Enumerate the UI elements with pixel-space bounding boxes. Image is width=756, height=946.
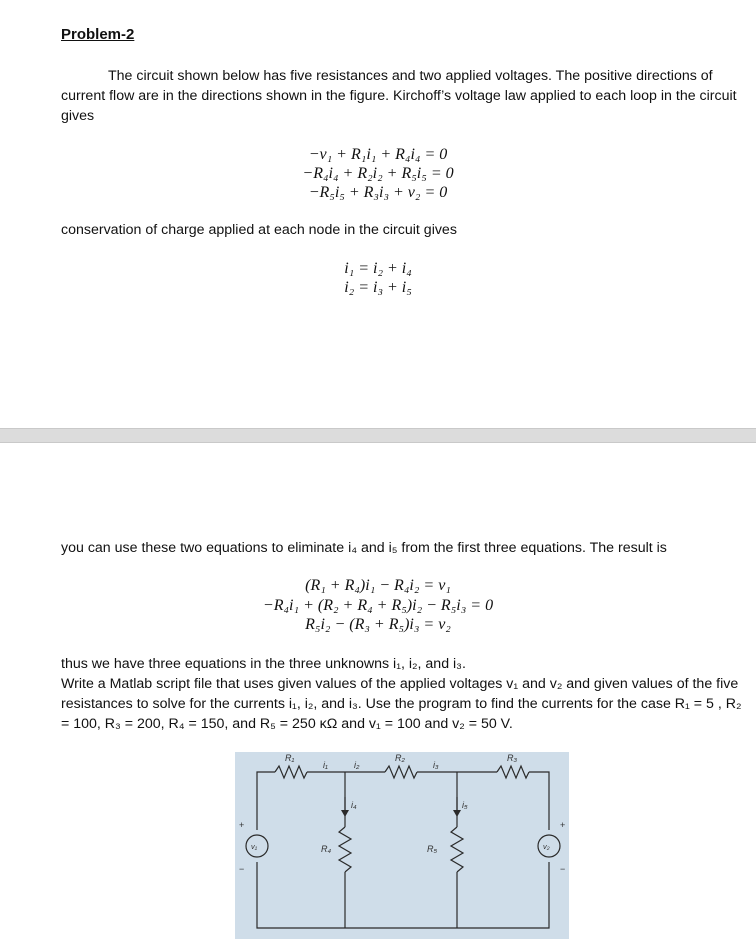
label-v2-minus: −	[560, 864, 566, 874]
circuit-diagram	[235, 752, 569, 939]
label-v2: v₂	[543, 842, 550, 851]
label-i4: i₄	[351, 800, 357, 810]
kvl-equation-2: −R₄i₄ + R₂i₂ + R₅i₅ = 0	[302, 165, 454, 182]
label-v2-plus: +	[560, 820, 566, 830]
task-paragraph: Write a Matlab script file that uses given values of the applied voltages v₁ and v₂ and given values of the five resistances to solve for the currents i₁, i₂, and i₃. Use the program to find the currents for the case R₁ = 5 , R₂ = 100, R₃ = 200, R₄ = 150, and R₅ = 250 κΩ and v₁ = 100 and v₂ = 50 V.	[61, 676, 742, 732]
label-i3: i₃	[433, 760, 439, 770]
label-r5: R₅	[427, 844, 438, 854]
result-equation-1: (R₁ + R₄)i₁ − R₄i₂ = v₁	[305, 577, 451, 594]
result-equation-2: −R₄i₁ + (R₂ + R₄ + R₅)i₂ − R₅i₃ = 0	[262, 597, 494, 614]
intro-paragraph: The circuit shown below has five resistances and two applied voltages. The positive directions of current flow are in the directions shown in the figure. Kirchoff’s voltage law applied to each loop in the circuit gives	[61, 68, 737, 124]
result-equation-3: R₅i₂ − (R₃ + R₅)i₃ = v₂	[305, 616, 451, 633]
label-r2: R₂	[395, 753, 405, 763]
label-r3: R₃	[507, 753, 518, 763]
label-i1: i₁	[323, 760, 328, 770]
label-v1-minus: −	[239, 864, 245, 874]
eliminate-paragraph: you can use these two equations to eliminate i₄ and i₅ from the first three equations. The result is	[61, 540, 667, 556]
circuit-background	[235, 752, 569, 939]
unknowns-paragraph: thus we have three equations in the three unknowns i₁, i₂, and i₃.	[61, 656, 466, 672]
label-r4: R₄	[321, 844, 332, 854]
page-1	[0, 0, 756, 428]
label-i2: i₂	[354, 760, 360, 770]
label-v1: v₁	[251, 842, 258, 851]
label-v1-plus: +	[239, 820, 245, 830]
label-r1: R₁	[285, 753, 295, 763]
kvl-equation-1: −v₁ + R₁i₁ + R₄i₄ = 0	[308, 146, 448, 163]
label-i5: i₅	[462, 800, 468, 810]
kvl-equation-3: −R₅i₅ + R₃i₃ + v₂ = 0	[308, 184, 448, 201]
problem-title: Problem-2	[61, 26, 135, 43]
conservation-paragraph: conservation of charge applied at each node in the circuit gives	[61, 222, 457, 238]
node-equation-1: i₁ = i₂ + i₄	[344, 260, 412, 277]
page-separator	[0, 428, 756, 443]
node-equation-2: i₂ = i₃ + i₅	[344, 279, 412, 296]
